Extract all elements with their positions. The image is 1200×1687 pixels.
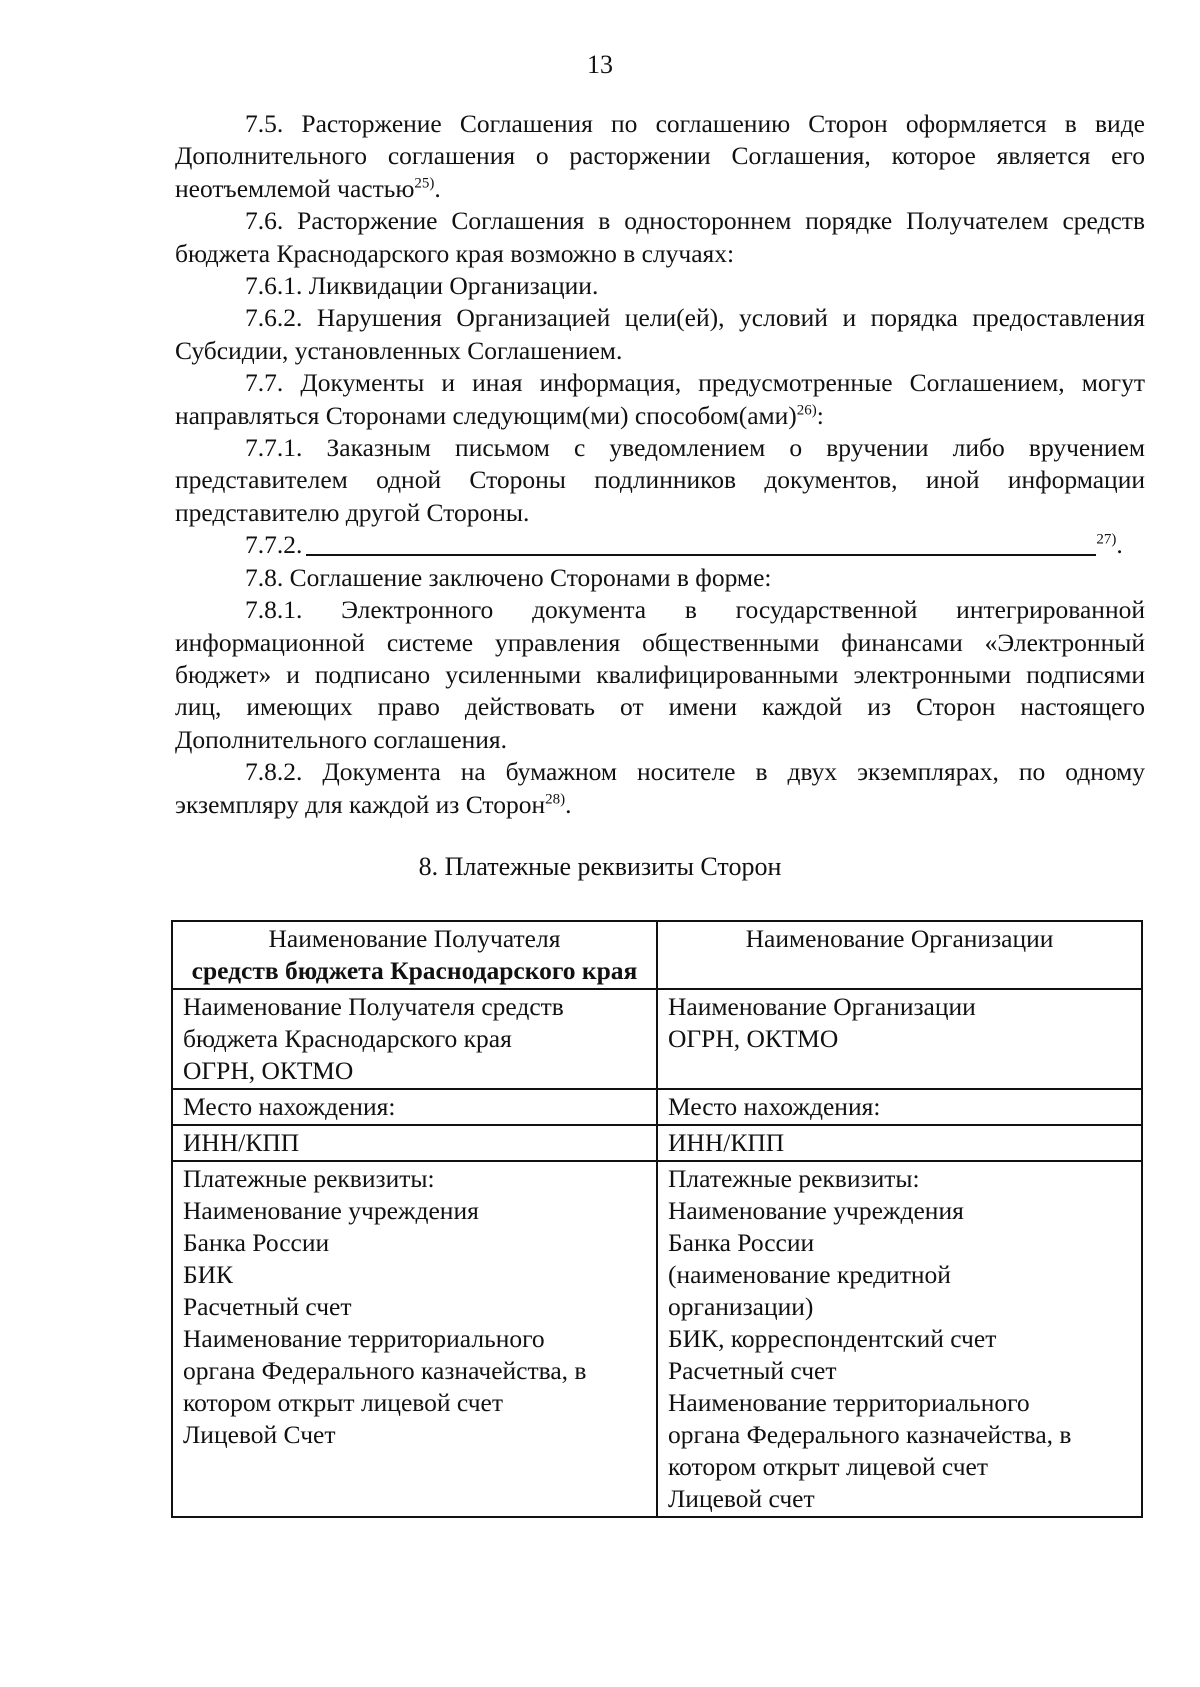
paragraph-7-5: 7.5. Расторжение Соглашения по соглашению Сторон оформляется в виде Дополнительного соглашения о расторжении Соглашения, которое является его неотъемлемой частью$^{25)}$. xyxy=(175,109,1145,203)
header-recipient: Наименование Получателя средств бюджета Краснодарского края xyxy=(172,921,657,989)
paragraph-7-7: 7.7. Документы и иная информация, предусмотренные Соглашением, могут направляться Сторонами следующим(ми) способом(ами)$^{26)}$: xyxy=(175,368,1145,430)
blank-fill-line xyxy=(306,530,1096,556)
paragraph-7-6-2: 7.6.2. Нарушения Организацией цели(ей), условий и порядка предоставления Субсидии, установленных Соглашением. xyxy=(175,303,1145,365)
document-body xyxy=(175,108,1145,821)
table-row-location xyxy=(172,1089,1142,1125)
table-row-inn xyxy=(172,1125,1142,1161)
table-header-row xyxy=(172,921,1142,989)
paragraph-7-8-1: 7.8.1. Электронного документа в государственной интегрированной информационной системе управления общественными финансами «Электронный бюджет» и подписано усиленными квалифицированными электронными подписями лиц, имеющих право действовать от имени каждой из Сторон настоящего Дополнительного соглашения. xyxy=(175,595,1145,754)
paragraph-7-7-1: 7.7.1. Заказным письмом с уведомлением о вручении либо вручением представителем одной Стороны подлинников документов, иной информации представителю другой Стороны. xyxy=(175,433,1145,527)
paragraph-7-7-2: 7.7.2. $^{27)}$. xyxy=(245,530,1123,560)
paragraph-7-8: 7.8. Соглашение заключено Сторонами в форме: xyxy=(245,562,772,592)
footnote-ref-25: 25) xyxy=(414,175,435,192)
paragraph-7-6-1: 7.6.1. Ликвидации Организации. xyxy=(245,271,599,301)
section-8-title: 8. Платежные реквизиты Сторон xyxy=(418,852,782,881)
footnote-ref-26: 26) xyxy=(796,402,817,419)
payment-details-table xyxy=(171,920,1143,1518)
page-number: 13 xyxy=(587,50,613,79)
cell-organization-location: Место нахождения: xyxy=(657,1089,1142,1125)
cell-recipient-inn: ИНН/КПП xyxy=(172,1125,657,1161)
cell-recipient-name: Наименование Получателя средств бюджета Краснодарского края ОГРН, ОКТМО xyxy=(172,989,657,1089)
cell-recipient-payment: Платежные реквизиты: Наименование учреждения Банка России БИК Расчетный счет Наименование территориального органа Федерального казначейства, в котором открыт лицевой счет Лицевой Счет xyxy=(172,1161,657,1517)
table-row-name xyxy=(172,989,1142,1089)
table-row-payment xyxy=(172,1161,1142,1517)
cell-recipient-location: Место нахождения: xyxy=(172,1089,657,1125)
footnote-ref-28: 28) xyxy=(545,791,566,808)
cell-organization-payment: Платежные реквизиты: Наименование учреждения Банка России (наименование кредитной организации) БИК, корреспондентский счет Расчетный счет Наименование территориального органа Федерального казначейства, в котором открыт лицевой счет Лицевой счет xyxy=(657,1161,1142,1517)
cell-organization-name: Наименование Организации ОГРН, ОКТМО xyxy=(657,989,1142,1089)
cell-organization-inn: ИНН/КПП xyxy=(657,1125,1142,1161)
paragraph-7-8-2: 7.8.2. Документа на бумажном носителе в двух экземплярах, по одному экземпляру для каждой из Сторон$^{28)}$. xyxy=(175,757,1145,819)
footnote-ref-27: 27) xyxy=(1096,531,1117,548)
header-organization: Наименование Организации xyxy=(657,921,1142,989)
paragraph-7-6: 7.6. Расторжение Соглашения в одностороннем порядке Получателем средств бюджета Краснодарского края возможно в случаях: xyxy=(175,206,1145,268)
